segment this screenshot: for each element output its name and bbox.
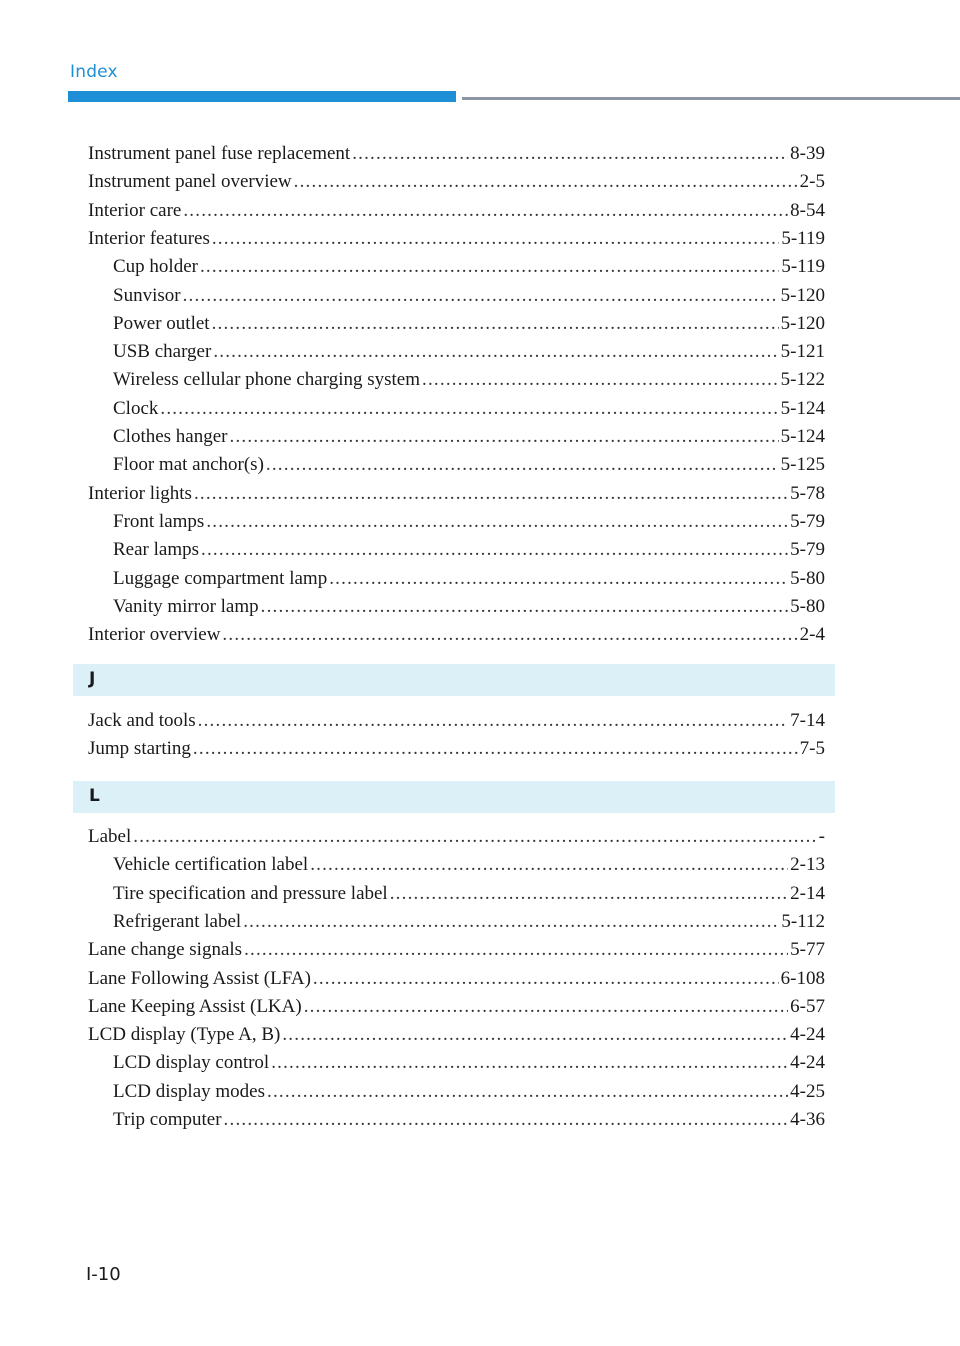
entry-label: LCD display modes <box>113 1080 265 1102</box>
leader-dots <box>213 338 778 366</box>
index-subentry <box>113 1078 825 1106</box>
index-subentry <box>113 1049 825 1077</box>
entry-page-ref: 5-121 <box>780 341 825 363</box>
entry-label: Sunvisor <box>113 284 181 306</box>
entry-label: Cup holder <box>113 256 198 278</box>
leader-dots <box>200 253 779 281</box>
leader-dots <box>133 823 816 851</box>
entry-page-ref: 5-79 <box>790 510 825 532</box>
entry-label: USB charger <box>113 341 212 363</box>
entry-label: Interior overview <box>88 624 221 646</box>
entry-page-ref: 6-108 <box>780 967 825 989</box>
leader-dots <box>352 140 788 168</box>
index-entry <box>88 140 825 168</box>
index-subentry <box>113 282 825 310</box>
entry-page-ref: 5-119 <box>781 256 825 278</box>
index-subentry <box>113 536 825 564</box>
entry-label: Vanity mirror lamp <box>113 595 259 617</box>
index-entry <box>88 168 825 196</box>
entry-label: Clothes hanger <box>113 426 228 447</box>
entry-label: Refrigerant label <box>113 910 242 932</box>
entry-page-ref: 5-119 <box>781 227 825 249</box>
leader-dots <box>267 1078 788 1106</box>
entry-page-ref: 5-124 <box>780 426 825 447</box>
leader-dots <box>212 310 779 338</box>
leader-dots <box>222 621 797 649</box>
index-subentry <box>113 423 825 451</box>
entry-label: Instrument panel overview <box>88 171 292 193</box>
entry-label: Label <box>88 826 132 847</box>
entry-label: LCD display (Type A, B) <box>88 1024 281 1046</box>
entry-page-ref: 8-54 <box>790 199 825 221</box>
entry-page-ref: 4-24 <box>790 1052 825 1074</box>
entry-page-ref: 5-124 <box>780 397 825 419</box>
entry-page-ref: 2-13 <box>790 854 825 876</box>
index-subentry <box>113 338 825 366</box>
entry-label: Floor mat anchor(s) <box>113 454 264 476</box>
leader-dots <box>304 993 788 1021</box>
entry-page-ref: 4-36 <box>790 1109 825 1130</box>
index-entry <box>88 1021 825 1049</box>
index-subentry <box>113 593 825 621</box>
leader-dots <box>329 565 788 593</box>
entry-page-ref: 2-14 <box>790 882 825 904</box>
header-rule <box>462 97 960 100</box>
header-accent-bar <box>68 91 456 102</box>
entry-page-ref: 5-120 <box>780 284 825 306</box>
entry-page-ref: 5-79 <box>790 539 825 561</box>
index-entry <box>88 197 825 225</box>
entry-label: Interior care <box>88 199 182 221</box>
leader-dots <box>294 168 798 196</box>
entry-label: Power outlet <box>113 312 210 334</box>
entry-label: Jump starting <box>88 738 191 760</box>
leader-dots <box>193 735 798 763</box>
entry-page-ref: 5-125 <box>780 454 825 476</box>
leader-dots <box>390 880 788 908</box>
index-subentry <box>113 451 825 479</box>
entry-label: Wireless cellular phone charging system <box>113 369 421 391</box>
leader-dots <box>310 851 788 879</box>
leader-dots <box>243 908 779 936</box>
entry-page-ref: 5-78 <box>790 482 825 504</box>
leader-dots <box>230 423 779 451</box>
leader-dots <box>266 451 779 479</box>
index-entry <box>88 735 825 763</box>
index-subentry <box>113 851 825 879</box>
entry-label: Jack and tools <box>88 710 196 731</box>
entry-label: Interior lights <box>88 482 192 504</box>
page-header-title: Index <box>70 62 118 82</box>
entry-label: Vehicle certification label <box>113 854 309 876</box>
index-subentry <box>113 1106 825 1134</box>
leader-dots <box>183 282 779 310</box>
entry-page-ref: 5-112 <box>781 910 825 932</box>
entry-page-ref: 2-4 <box>799 624 825 646</box>
section-header-l <box>73 781 835 813</box>
entry-label: Trip computer <box>113 1109 222 1130</box>
leader-dots <box>422 366 779 394</box>
entry-page-ref: 4-25 <box>790 1080 825 1102</box>
index-subentry <box>113 366 825 394</box>
leader-dots <box>313 965 779 993</box>
leader-dots <box>271 1049 788 1077</box>
leader-dots <box>160 395 778 423</box>
entry-page-ref: 7-5 <box>799 738 825 760</box>
entry-label: Lane Keeping Assist (LKA) <box>88 995 302 1017</box>
entry-label: Lane Following Assist (LFA) <box>88 967 311 989</box>
leader-dots <box>206 508 788 536</box>
index-entry <box>88 965 825 993</box>
leader-dots <box>261 593 789 621</box>
entry-label: Front lamps <box>113 510 205 532</box>
entry-page-ref: 7-14 <box>790 710 825 731</box>
entry-label: Luggage compartment lamp <box>113 567 328 589</box>
index-entry <box>88 707 825 735</box>
entry-page-ref: 6-57 <box>790 995 825 1017</box>
index-subentry <box>113 908 825 936</box>
index-subentry <box>113 565 825 593</box>
index-entry <box>88 225 825 253</box>
entry-page-ref: 4-24 <box>790 1024 825 1046</box>
entry-label: Interior features <box>88 227 210 249</box>
index-entry <box>88 993 825 1021</box>
section-letter-j: J <box>89 669 96 689</box>
leader-dots <box>282 1021 788 1049</box>
index-entry <box>88 621 825 649</box>
leader-dots <box>224 1106 789 1134</box>
entry-label: Instrument panel fuse replacement <box>88 143 351 164</box>
leader-dots <box>183 197 788 225</box>
entry-label: Rear lamps <box>113 539 200 561</box>
entry-label: LCD display control <box>113 1052 270 1074</box>
entry-page-ref: - <box>818 826 825 847</box>
entry-page-ref: 5-120 <box>780 312 825 334</box>
entry-page-ref: 2-5 <box>799 171 825 193</box>
entry-page-ref: 5-122 <box>780 369 825 391</box>
leader-dots <box>194 480 788 508</box>
entry-label: Lane change signals <box>88 939 243 961</box>
page-number: I-10 <box>86 1264 121 1285</box>
entry-label: Tire specification and pressure label <box>113 882 388 904</box>
leader-dots <box>244 936 788 964</box>
index-entry <box>88 936 825 964</box>
index-subentry <box>113 508 825 536</box>
index-subentry <box>113 310 825 338</box>
leader-dots <box>201 536 788 564</box>
index-subentry <box>113 253 825 281</box>
section-header-j <box>73 664 835 696</box>
section-letter-l: L <box>89 786 100 806</box>
index-entry <box>88 823 825 851</box>
index-subentry <box>113 880 825 908</box>
entry-page-ref: 5-80 <box>790 595 825 617</box>
entry-page-ref: 8-39 <box>790 143 825 164</box>
leader-dots <box>212 225 780 253</box>
index-entry <box>88 480 825 508</box>
leader-dots <box>198 707 789 735</box>
entry-page-ref: 5-80 <box>790 567 825 589</box>
entry-page-ref: 5-77 <box>790 939 825 961</box>
entry-label: Clock <box>113 397 159 419</box>
index-subentry <box>113 395 825 423</box>
